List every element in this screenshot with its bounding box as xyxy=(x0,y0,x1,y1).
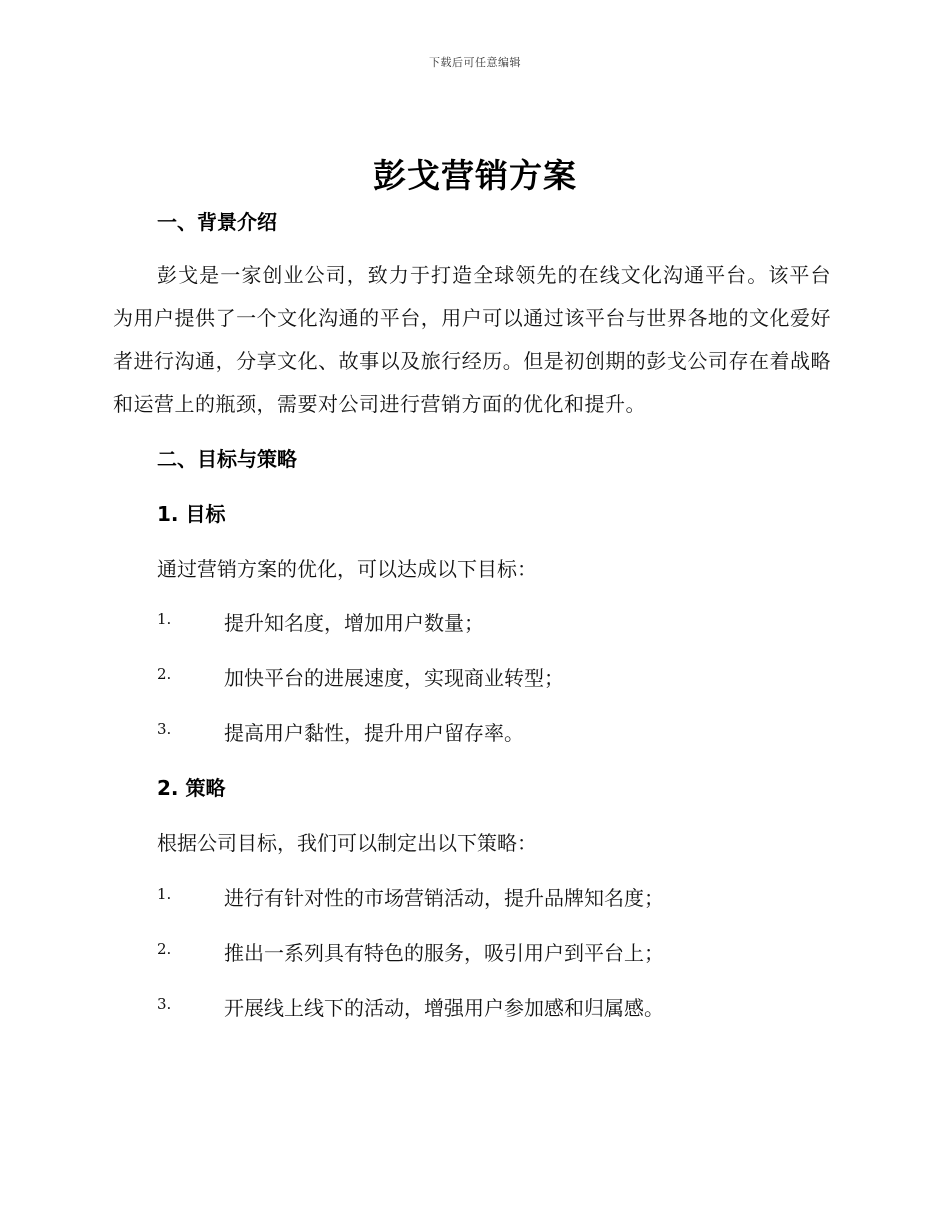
list-item-number: 3. xyxy=(157,995,172,1013)
goals-lead-text: 通过营销方案的优化，可以达成以下目标： xyxy=(157,557,537,581)
list-item xyxy=(157,607,857,635)
list-item xyxy=(157,937,857,965)
section-heading-goals-strategy: 二、目标与策略 xyxy=(157,447,297,471)
list-item-text: 提升知名度，增加用户数量； xyxy=(224,611,484,635)
list-item-number: 2. xyxy=(157,665,172,683)
list-item xyxy=(157,882,857,910)
section-heading-background: 一、背景介绍 xyxy=(157,210,277,234)
list-item-number: 1. xyxy=(157,885,172,903)
list-item-number: 1. xyxy=(157,610,172,628)
subheading-strategy: 2. 策略 xyxy=(157,776,226,800)
list-item xyxy=(157,992,857,1020)
list-item-text: 提高用户黏性，提升用户留存率。 xyxy=(224,721,524,745)
list-item-number: 3. xyxy=(157,720,172,738)
document-title: 彭戈营销方案 xyxy=(373,156,577,195)
page-header-note: 下载后可任意编辑 xyxy=(429,56,521,69)
list-item xyxy=(157,717,857,745)
list-item-number: 2. xyxy=(157,940,172,958)
list-item-text: 进行有针对性的市场营销活动，提升品牌知名度； xyxy=(224,886,664,910)
list-item-text: 开展线上线下的活动，增强用户参加感和归属感。 xyxy=(224,996,664,1020)
subheading-goals: 1. 目标 xyxy=(157,502,226,526)
list-item xyxy=(157,662,857,690)
strategy-lead-text: 根据公司目标，我们可以制定出以下策略： xyxy=(157,831,537,855)
list-item-text: 加快平台的进展速度，实现商业转型； xyxy=(224,666,564,690)
list-item-text: 推出一系列具有特色的服务，吸引用户到平台上； xyxy=(224,941,664,965)
background-paragraph: 彭戈是一家创业公司，致力于打造全球领先的在线文化沟通平台。该平台为用户提供了一个文化沟通的平台，用户可以通过该平台与世界各地的文化爱好者进行沟通，分享文化、故事以及旅行经历。但是初创期的彭戈公司存在着战略和运营上的瓶颈，需要对公司进行营销方面的优化和提升。 xyxy=(113,263,831,416)
